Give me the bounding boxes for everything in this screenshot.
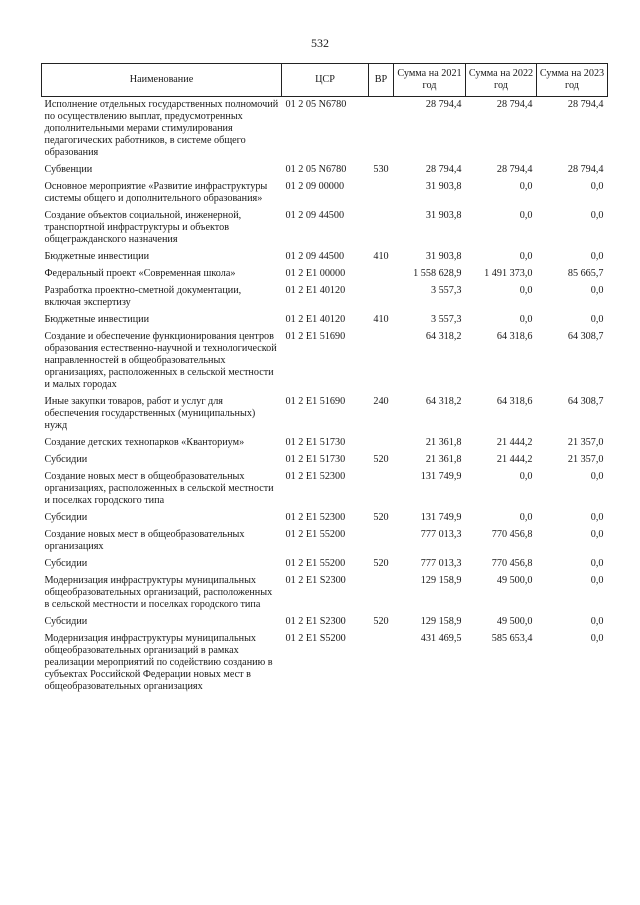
- table-row: [42, 437, 608, 454]
- cell-sum-2023: 0,0: [590, 181, 604, 192]
- cell-sum-2021: 31 903,8: [425, 251, 462, 262]
- table-row: [42, 616, 608, 633]
- cell-sum-2023: 0,0: [590, 616, 604, 627]
- header-csr: ЦСР: [282, 64, 369, 97]
- cell-csr: 01 2 E1 55200: [285, 529, 346, 540]
- cell-sum-2022: 64 318,6: [496, 331, 533, 342]
- cell-sum-2022: 0,0: [519, 181, 533, 192]
- cell-name: Модернизация инфраструктуры муниципальных общеобразовательных организаций, расположенных в сельской местности и поселках городского типа: [44, 575, 273, 610]
- table-body: [42, 97, 608, 699]
- cell-sum-2021: 31 903,8: [425, 181, 462, 192]
- table-row: [42, 633, 608, 698]
- cell-csr: 01 2 E1 51690: [285, 331, 346, 342]
- table-row: [42, 529, 608, 558]
- cell-sum-2023: 0,0: [590, 633, 604, 644]
- table-header-row: [42, 64, 608, 97]
- cell-csr: 01 2 05 N6780: [285, 164, 347, 175]
- table-row: [42, 512, 608, 529]
- table-row: [42, 181, 608, 210]
- cell-sum-2023: 64 308,7: [567, 396, 604, 407]
- cell-sum-2023: 0,0: [590, 251, 604, 262]
- header-name: Наименование: [42, 64, 282, 97]
- cell-vr: [369, 97, 394, 165]
- cell-vr: [369, 529, 394, 558]
- cell-csr: 01 2 E1 40120: [285, 314, 346, 325]
- cell-sum-2022: 1 491 373,0: [484, 268, 533, 279]
- header-2022: Сумма на 2022 год: [466, 64, 537, 97]
- cell-name: Разработка проектно-сметной документации, включая экспертизу: [44, 285, 242, 308]
- cell-csr: 01 2 E1 51730: [285, 437, 346, 448]
- cell-sum-2021: 131 749,9: [420, 471, 462, 482]
- cell-name: Федеральный проект «Современная школа»: [44, 268, 236, 279]
- cell-sum-2023: 0,0: [590, 529, 604, 540]
- cell-csr: 01 2 E1 55200: [285, 558, 346, 569]
- cell-vr: [369, 210, 394, 251]
- table-row: [42, 97, 608, 165]
- cell-csr: 01 2 E1 S2300: [285, 616, 346, 627]
- cell-csr: 01 2 E1 00000: [285, 268, 346, 279]
- cell-sum-2021: 431 469,5: [420, 633, 462, 644]
- cell-sum-2021: 777 013,3: [420, 529, 462, 540]
- cell-vr: [369, 181, 394, 210]
- cell-vr: [369, 633, 394, 698]
- cell-sum-2023: 0,0: [590, 285, 604, 296]
- cell-sum-2021: 1 558 628,9: [413, 268, 462, 279]
- cell-sum-2021: 31 903,8: [425, 210, 462, 221]
- cell-sum-2023: 28 794,4: [567, 164, 604, 175]
- cell-csr: 01 2 E1 40120: [285, 285, 346, 296]
- cell-sum-2022: 49 500,0: [496, 575, 533, 586]
- table-row: [42, 471, 608, 512]
- cell-vr: [369, 575, 394, 616]
- cell-sum-2022: 0,0: [519, 210, 533, 221]
- cell-vr: 410: [373, 314, 389, 325]
- table-row: [42, 285, 608, 314]
- table-row: [42, 558, 608, 575]
- budget-table: [41, 63, 608, 698]
- cell-sum-2022: 585 653,4: [491, 633, 533, 644]
- cell-sum-2023: 0,0: [590, 314, 604, 325]
- cell-csr: 01 2 05 N6780: [285, 99, 347, 110]
- cell-vr: 530: [373, 164, 389, 175]
- cell-csr: 01 2 E1 51730: [285, 454, 346, 465]
- cell-name: Субсидии: [44, 616, 88, 627]
- cell-vr: [369, 471, 394, 512]
- cell-sum-2022: 0,0: [519, 285, 533, 296]
- cell-sum-2021: 21 361,8: [425, 454, 462, 465]
- cell-sum-2023: 28 794,4: [567, 99, 604, 110]
- cell-sum-2021: 129 158,9: [420, 616, 462, 627]
- cell-sum-2021: 131 749,9: [420, 512, 462, 523]
- cell-sum-2022: 64 318,6: [496, 396, 533, 407]
- cell-name: Бюджетные инвестиции: [44, 314, 150, 325]
- cell-csr: 01 2 09 00000: [285, 181, 345, 192]
- cell-vr: 520: [373, 558, 389, 569]
- cell-sum-2021: 3 557,3: [430, 314, 462, 325]
- cell-sum-2022: 28 794,4: [496, 99, 533, 110]
- cell-sum-2023: 0,0: [590, 575, 604, 586]
- cell-name: Основное мероприятие «Развитие инфраструктуры системы общего и дополнительного образования»: [44, 181, 268, 204]
- cell-name: Субсидии: [44, 454, 88, 465]
- table-row: [42, 575, 608, 616]
- table-row: [42, 331, 608, 396]
- table-row: [42, 314, 608, 331]
- page-number: 532: [311, 36, 329, 50]
- cell-sum-2023: 0,0: [590, 512, 604, 523]
- cell-name: Создание новых мест в общеобразовательных организациях: [44, 529, 245, 552]
- cell-sum-2023: 21 357,0: [567, 437, 604, 448]
- table-row: [42, 268, 608, 285]
- cell-sum-2022: 0,0: [519, 471, 533, 482]
- header-vr: ВР: [369, 64, 394, 97]
- cell-name: Субсидии: [44, 512, 88, 523]
- cell-vr: 520: [373, 512, 389, 523]
- cell-csr: 01 2 E1 51690: [285, 396, 346, 407]
- cell-name: Субсидии: [44, 558, 88, 569]
- cell-name: Создание новых мест в общеобразовательных организациях, расположенных в сельской местности и поселках городского типа: [44, 471, 274, 506]
- cell-vr: 410: [373, 251, 389, 262]
- cell-sum-2022: 0,0: [519, 314, 533, 325]
- cell-csr: 01 2 E1 52300: [285, 512, 346, 523]
- cell-sum-2023: 21 357,0: [567, 454, 604, 465]
- cell-sum-2023: 0,0: [590, 558, 604, 569]
- cell-name: Иные закупки товаров, работ и услуг для обеспечения государственных (муниципальных) нужд: [44, 396, 256, 431]
- cell-sum-2021: 28 794,4: [425, 164, 462, 175]
- cell-sum-2022: 28 794,4: [496, 164, 533, 175]
- cell-sum-2021: 28 794,4: [425, 99, 462, 110]
- cell-sum-2022: 770 456,8: [491, 558, 533, 569]
- cell-sum-2021: 21 361,8: [425, 437, 462, 448]
- cell-sum-2023: 85 665,7: [567, 268, 604, 279]
- cell-sum-2022: 21 444,2: [496, 454, 533, 465]
- cell-vr: 240: [373, 396, 389, 407]
- cell-name: Создание детских технопарков «Кванториум»: [44, 437, 245, 448]
- cell-vr: [369, 268, 394, 285]
- cell-name: Исполнение отдельных государственных полномочий по осуществлению выплат, предусмотренных дополнительными мерами стимулирования педагогических работников, в системе общего образования: [44, 99, 279, 158]
- cell-csr: 01 2 09 44500: [285, 210, 345, 221]
- cell-vr: 520: [373, 616, 389, 627]
- cell-vr: 520: [373, 454, 389, 465]
- cell-vr: [369, 331, 394, 396]
- cell-sum-2021: 3 557,3: [430, 285, 462, 296]
- cell-sum-2023: 0,0: [590, 471, 604, 482]
- cell-sum-2022: 49 500,0: [496, 616, 533, 627]
- cell-sum-2023: 64 308,7: [567, 331, 604, 342]
- cell-sum-2022: 0,0: [519, 251, 533, 262]
- cell-name: Создание объектов социальной, инженерной, транспортной инфраструктуры и объектов общегражданского назначения: [44, 210, 242, 245]
- cell-vr: [369, 285, 394, 314]
- cell-csr: 01 2 09 44500: [285, 251, 345, 262]
- header-2021: Сумма на 2021 год: [394, 64, 466, 97]
- cell-sum-2021: 777 013,3: [420, 558, 462, 569]
- cell-sum-2022: 770 456,8: [491, 529, 533, 540]
- table-row: [42, 396, 608, 437]
- cell-vr: [369, 437, 394, 454]
- cell-sum-2023: 0,0: [590, 210, 604, 221]
- cell-name: Субвенции: [44, 164, 93, 175]
- cell-name: Бюджетные инвестиции: [44, 251, 150, 262]
- cell-sum-2021: 64 318,2: [425, 331, 462, 342]
- table-row: [42, 251, 608, 268]
- cell-name: Создание и обеспечение функционирования центров образования естественно-научной и технологической направленностей в общеобразовательных организациях, расположенных в сельской местности и малых городах: [44, 331, 277, 390]
- cell-sum-2022: 21 444,2: [496, 437, 533, 448]
- cell-sum-2021: 64 318,2: [425, 396, 462, 407]
- cell-name: Модернизация инфраструктуры муниципальных общеобразовательных организаций в рамках реализации мероприятий по содействию созданию в субъектах Российской Федерации новых мест в общеобразовательных организациях: [44, 633, 273, 692]
- header-2023: Сумма на 2023 год: [537, 64, 608, 97]
- cell-sum-2021: 129 158,9: [420, 575, 462, 586]
- cell-csr: 01 2 E1 S5200: [285, 633, 346, 644]
- table-row: [42, 454, 608, 471]
- cell-csr: 01 2 E1 S2300: [285, 575, 346, 586]
- cell-sum-2022: 0,0: [519, 512, 533, 523]
- table-row: [42, 164, 608, 181]
- table-row: [42, 210, 608, 251]
- cell-csr: 01 2 E1 52300: [285, 471, 346, 482]
